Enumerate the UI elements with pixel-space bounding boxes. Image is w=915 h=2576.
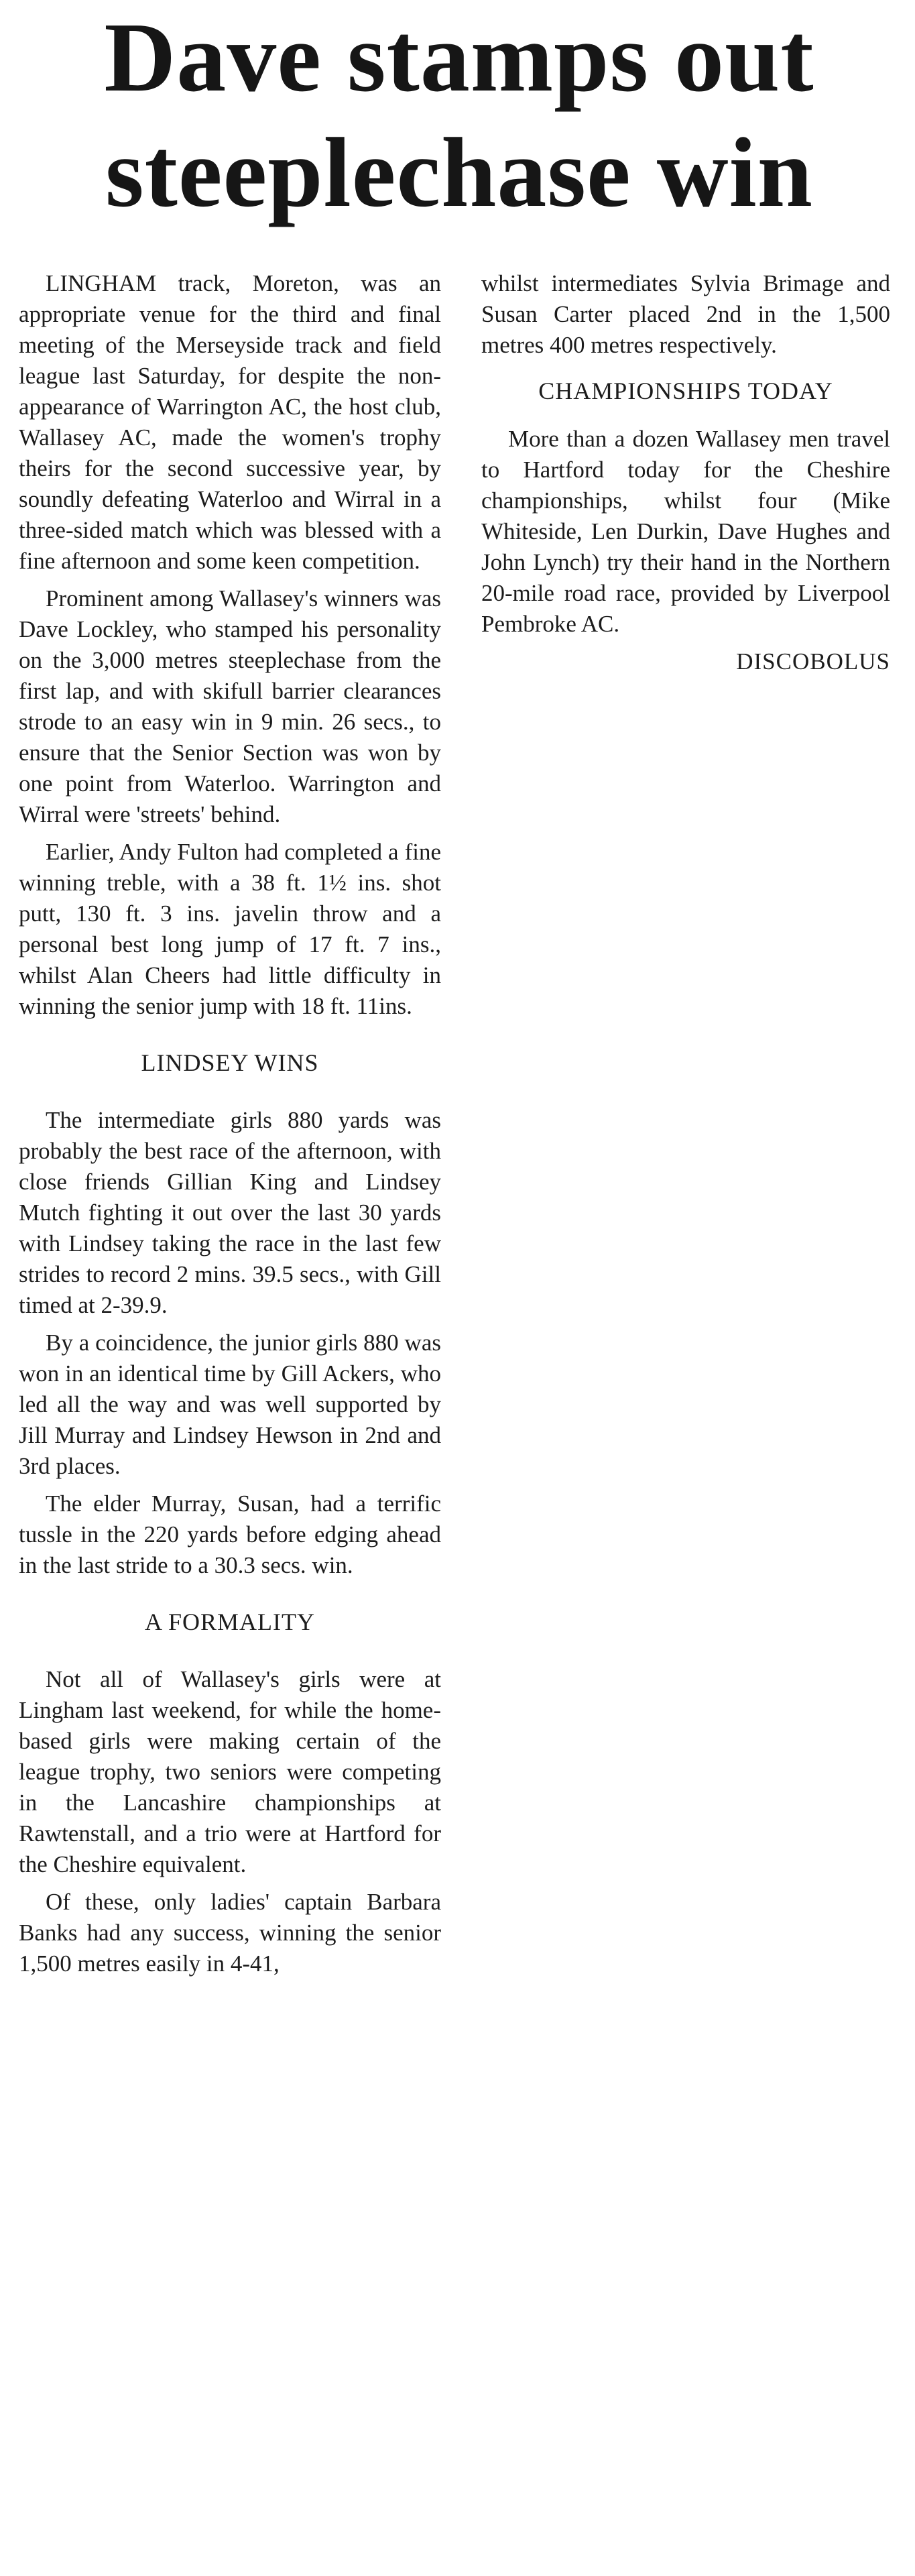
article-paragraph: Not all of Wallasey's girls were at Lingham last weekend, for while the home-based girls were making certain of the league trophy, two seniors were competing in the Lancashire championships at Rawtenstall, and a trio were at Hartford for the Cheshire equivalent. (19, 1666, 441, 1877)
subheading-lindsey-wins: LINDSEY WINS (141, 1049, 319, 1076)
article-paragraph: Prominent among Wallasey's winners was Dave Lockley, who stamped his personality on the 3,000 metres steeplechase from the first lap, and with skifull barrier clearances strode to an easy win in 9 min. 26 secs., to ensure that the Senior Section was won by one point from Waterloo. Warrington and Wirral were 'streets' behind. (19, 585, 441, 827)
headline (40, 0, 878, 231)
left-column (19, 268, 441, 1986)
headline-line-1: Dave stamps out (104, 3, 814, 113)
article-paragraph: LINGHAM track, Moreton, was an appropriate venue for the third and final meeting of the Merseyside track and field league last Saturday, for despite the non-appearance of Warrington AC, the host club, Wallasey AC, made the women's trophy theirs for the second successive year, by soundly defeating Waterloo and Wirral in a three-sided match which was blessed with a fine afternoon and some keen competition. (19, 270, 441, 574)
article-paragraph: The intermediate girls 880 yards was probably the best race of the afternoon, with close friends Gillian King and Lindsey Mutch fighting it out over the last 30 yards with Lindsey taking the race in the last few strides to record 2 mins. 39.5 secs., with Gill timed at 2-39.9. (19, 1107, 441, 1318)
subheading-a-formality: A FORMALITY (144, 1608, 316, 1635)
headline-line-2: steeplechase win (105, 118, 813, 228)
subheading-championships-today: CHAMPIONSHIPS TODAY (538, 377, 833, 404)
article-paragraph: More than a dozen Wallasey men travel to Hartford today for the Cheshire championships, whilst four (Mike Whiteside, Len Durkin, Dave Hughes and John Lynch) try their hand in the Northern 20-mile road race, provided by Liverpool Pembroke AC. (481, 426, 890, 637)
article-paragraph: Earlier, Andy Fulton had completed a fine winning treble, with a 38 ft. 1½ ins. shot putt, 130 ft. 3 ins. javelin throw and a personal best long jump of 17 ft. 7 ins., whilst Alan Cheers had little difficulty in winning the senior jump with 18 ft. 11ins. (19, 839, 441, 1019)
article-paragraph: By a coincidence, the junior girls 880 was won in an identical time by Gill Ackers, who led all the way and was well supported by Jill Murray and Lindsey Hewson in 2nd and 3rd places. (19, 1330, 441, 1479)
article-paragraph: Of these, only ladies' captain Barbara Banks had any success, winning the senior 1,500 metres easily in 4-41, (19, 1889, 441, 1977)
byline: DISCOBOLUS (736, 648, 890, 675)
article-paragraph: The elder Murray, Susan, had a terrific tussle in the 220 yards before edging ahead in the last stride to a 30.3 secs. win. (19, 1490, 441, 1578)
right-column (481, 268, 890, 677)
article-paragraph: whilst intermediates Sylvia Brimage and Susan Carter placed 2nd in the 1,500 metres 400 metres respectively. (481, 270, 890, 358)
